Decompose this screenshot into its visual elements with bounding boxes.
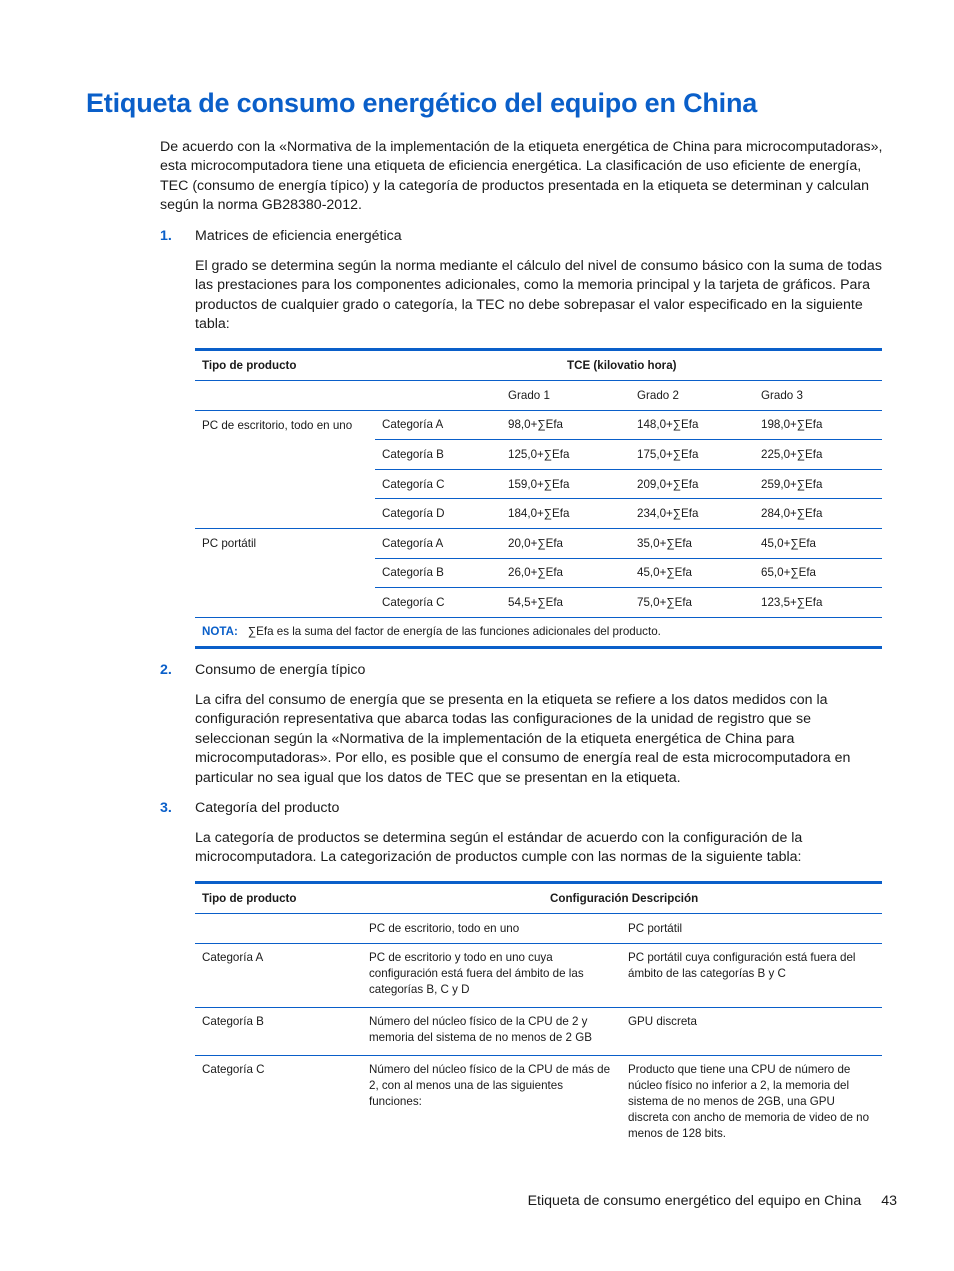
laptop-config: Producto que tiene una CPU de número de núcleo físico no inferior a 2, la memoria del sistema de no menos de 2GB, una GPU discreta con ancho de memoria de video de no menos de 128 bits.: [628, 1063, 870, 1140]
table-row: [195, 944, 882, 1008]
laptop-config: PC portátil cuya configuración está fuera del ámbito de las categorías B y C: [621, 944, 882, 1008]
grade-2-value: 35,0+∑Efa: [630, 528, 754, 558]
tec-table-note: [195, 617, 882, 647]
category-table: [195, 881, 882, 1151]
grade-2-value: 75,0+∑Efa: [630, 588, 754, 618]
subheader-desktop: PC de escritorio, todo en uno: [362, 914, 621, 944]
step-3-label: Categoría del producto: [195, 800, 340, 816]
step-3-text: La categoría de productos se determina según el estándar de acuerdo con la configuración de la microcomputadora. La categorización de productos cumple con las normas de la siguiente tabla:: [195, 830, 803, 866]
step-2-number: 2.: [160, 662, 172, 678]
grade-3-value: 259,0+∑Efa: [754, 469, 882, 499]
subheader-laptop: PC portátil: [621, 914, 882, 944]
grade-1-label: Grado 1: [501, 381, 630, 411]
grade-2-value: 234,0+∑Efa: [630, 499, 754, 529]
grade-3-value: 198,0+∑Efa: [754, 410, 882, 440]
step-1-text: El grado se determina según la norma mediante el cálculo del nivel de consumo básico con la suma de todas las prestaciones para los componentes adicionales, como la memoria principal y la tarjeta de gráficos. Para productos de cualquier grado o categoría, la TEC no debe sobrepasar el valor especificado en la siguiente tabla:: [195, 258, 882, 333]
table-row: [195, 588, 882, 618]
category: Categoría B: [375, 440, 501, 470]
tec-table-header: [195, 350, 882, 381]
cat-header-product: Tipo de producto: [195, 883, 362, 914]
grade-1-value: 20,0+∑Efa: [501, 528, 630, 558]
table-row: [195, 440, 882, 470]
grade-3-value: 284,0+∑Efa: [754, 499, 882, 529]
category: Categoría A: [375, 410, 501, 440]
table-row: [195, 1008, 882, 1056]
category: Categoría A: [375, 528, 501, 558]
page-title: Etiqueta de consumo energético del equipo en China: [86, 88, 758, 118]
step-2-text: La cifra del consumo de energía que se presenta en la etiqueta se refiere a los datos medidos con la configuración representativa que abarca todas las configuraciones de la unidad de registro que se seleccionan según la «Normativa de la implementación de la etiqueta energética de China para microcomputadoras». Por ello, es posible que el consumo de energía real de esta microcomputadora en particular no sea igual que los datos de TEC que se presentan en la etiqueta.: [195, 692, 851, 786]
step-3-number: 3.: [160, 800, 172, 816]
table-row: [195, 410, 882, 440]
grade-1-value: 26,0+∑Efa: [501, 558, 630, 588]
product-type: [195, 588, 375, 618]
table-row: [195, 1056, 882, 1152]
product-type: [195, 499, 375, 529]
category-subheader-row: [195, 914, 882, 944]
grade-2-value: 175,0+∑Efa: [630, 440, 754, 470]
desktop-config: Número del núcleo físico de la CPU de 2 y memoria del sistema de no menos de 2 GB: [362, 1008, 621, 1056]
note-text: ∑Efa es la suma del factor de energía de las funciones adicionales del producto.: [247, 625, 661, 639]
category: Categoría C: [202, 1063, 265, 1076]
category-table-header: [195, 883, 882, 914]
grade-1-value: 159,0+∑Efa: [501, 469, 630, 499]
tec-table: [195, 348, 882, 649]
desktop-config: Número del núcleo físico de la CPU de más de 2, con al menos una de las siguientes funciones:: [369, 1063, 611, 1108]
step-1-label: Matrices de eficiencia energética: [195, 228, 402, 244]
intro-paragraph: De acuerdo con la «Normativa de la implementación de la etiqueta energética de China para microcomputadoras», esta microcomputadora tiene una etiqueta de eficiencia energética. La clasificación de uso eficiente de energía, TEC (consumo de energía típico) y la categoría de productos presentada en la etiqueta se determinan y calculan según la norma GB28380-2012.: [160, 139, 883, 214]
tec-header-kwh: TCE (kilovatio hora): [501, 350, 882, 381]
step-1-number: 1.: [160, 228, 172, 244]
table-row: [195, 499, 882, 529]
page-footer: [528, 1193, 897, 1209]
grade-1-value: 98,0+∑Efa: [501, 410, 630, 440]
cat-header-config: Configuración Descripción: [362, 883, 882, 914]
step-1-heading: [160, 227, 402, 246]
category: Categoría B: [375, 558, 501, 588]
product-type: [195, 558, 375, 588]
category: Categoría C: [375, 588, 501, 618]
tec-grade-row: [195, 381, 882, 411]
grade-3-value: 225,0+∑Efa: [754, 440, 882, 470]
table-row: [195, 558, 882, 588]
laptop-config: GPU discreta: [621, 1008, 882, 1056]
step-3-heading: [160, 799, 339, 818]
product-type: PC portátil: [202, 537, 257, 551]
category: Categoría A: [195, 944, 362, 1008]
category: Categoría D: [375, 499, 501, 529]
product-type: PC de escritorio, todo en uno: [202, 418, 353, 432]
note-label: NOTA:: [202, 625, 238, 639]
table-row: [195, 528, 882, 558]
step-2-heading: [160, 661, 365, 680]
grade-1-value: 125,0+∑Efa: [501, 440, 630, 470]
product-type: [195, 440, 375, 470]
grade-2-label: Grado 2: [630, 381, 754, 411]
product-type: [195, 469, 375, 499]
desktop-config: PC de escritorio y todo en uno cuya configuración está fuera del ámbito de las categorías B, C y D: [362, 944, 621, 1008]
page-number: 43: [881, 1193, 897, 1209]
grade-1-value: 184,0+∑Efa: [501, 499, 630, 529]
grade-2-value: 148,0+∑Efa: [630, 410, 754, 440]
step-2-label: Consumo de energía típico: [195, 662, 366, 678]
grade-3-value: 45,0+∑Efa: [754, 528, 882, 558]
grade-3-value: 65,0+∑Efa: [754, 558, 882, 588]
tec-header-product: Tipo de producto: [195, 350, 375, 381]
category: Categoría B: [195, 1008, 362, 1056]
grade-2-value: 45,0+∑Efa: [630, 558, 754, 588]
grade-2-value: 209,0+∑Efa: [630, 469, 754, 499]
category: Categoría C: [375, 469, 501, 499]
footer-title: Etiqueta de consumo energético del equipo en China: [527, 1193, 862, 1209]
grade-3-value: 123,5+∑Efa: [754, 588, 882, 618]
table-row: [195, 469, 882, 499]
grade-1-value: 54,5+∑Efa: [501, 588, 630, 618]
grade-3-label: Grado 3: [754, 381, 882, 411]
